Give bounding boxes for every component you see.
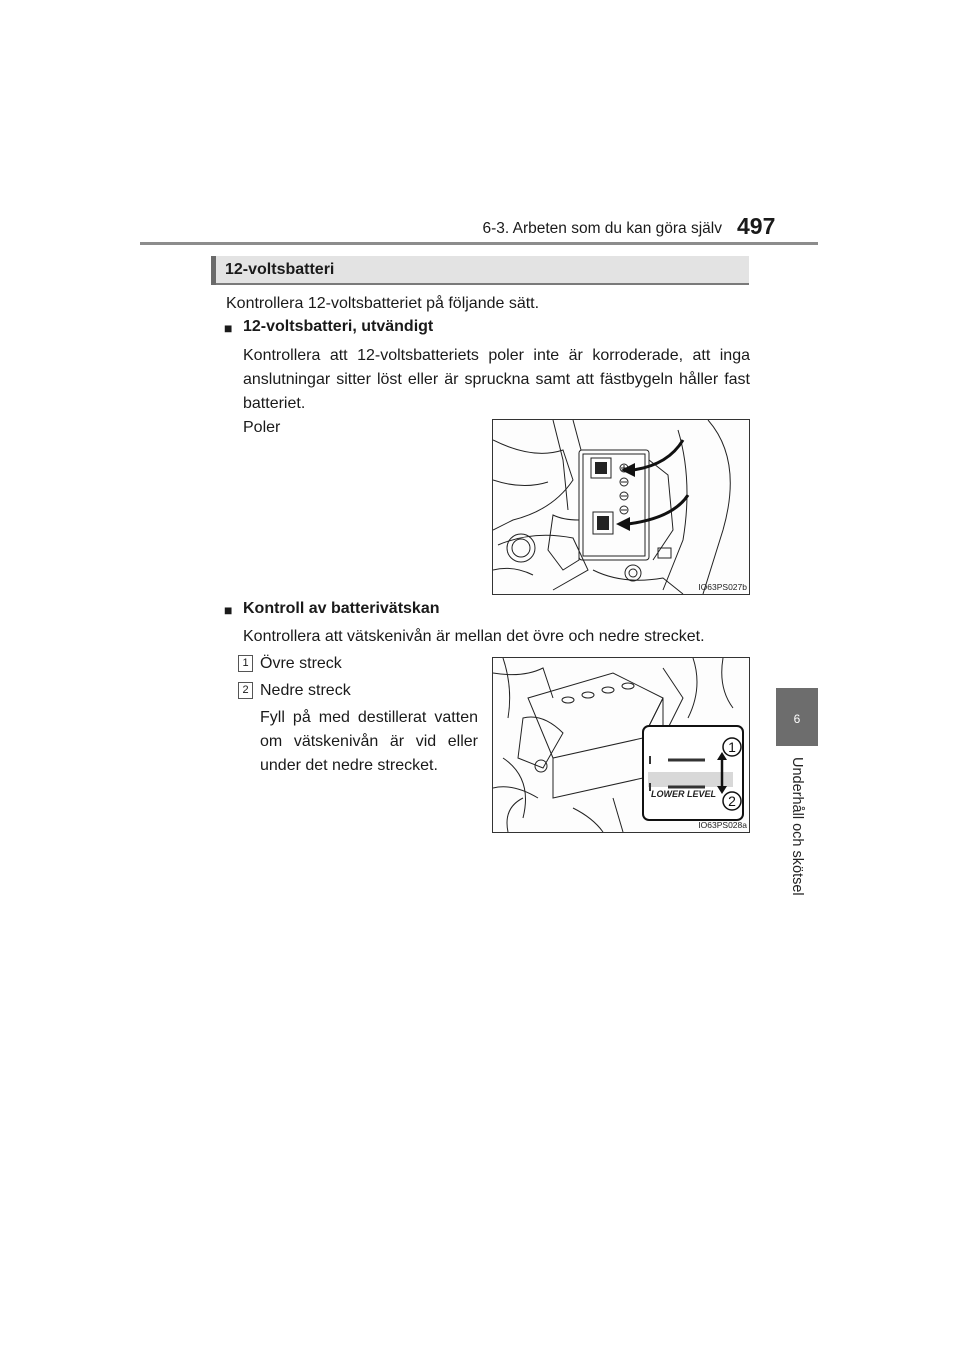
chapter-tab-number: 6 (793, 712, 801, 726)
terminals-callout: Poler (243, 419, 281, 436)
exterior-paragraph: Kontrollera att 12-voltsbatteriets poler inte är korroderade, att inga anslutningar sitter löst eller är spruckna samt att fästbygeln håller fast batteriet. (243, 347, 750, 412)
square-bullet-icon: ■ (224, 602, 233, 618)
section-title: 12-voltsbatteri (225, 261, 335, 278)
battery-terminals-figure (492, 419, 750, 595)
svg-text:1: 1 (728, 739, 736, 755)
fluid-paragraph: Kontrollera att vätskenivån är mellan det övre och nedre strecket. (243, 628, 705, 645)
chapter-tab-label: Underhåll och skötsel (789, 757, 805, 896)
upper-line-label: Övre streck (260, 655, 342, 672)
section-heading-accent (211, 256, 216, 285)
svg-text:2: 2 (728, 793, 736, 809)
battery-terminals-illustration (493, 420, 749, 594)
subheading-fluid: Kontroll av batterivätskan (243, 600, 440, 617)
battery-fluid-figure (492, 657, 750, 833)
square-bullet-icon: ■ (224, 320, 233, 336)
section-intro: Kontrollera 12-voltsbatteriet på följande sätt. (226, 295, 540, 312)
battery-fluid-illustration (493, 658, 749, 832)
callout-number-1: 1 (238, 655, 253, 672)
fluid-note: Fyll på med destillerat vatten om vätskenivån är vid eller under det nedre strecket. (260, 709, 478, 774)
callout-number-2: 2 (238, 682, 253, 699)
header-rule (140, 242, 818, 245)
figure-code: IO63PS027b (698, 582, 747, 592)
page-number: 497 (737, 213, 776, 239)
lower-line-label: Nedre streck (260, 682, 351, 699)
lower-level-label: LOWER LEVEL (651, 789, 716, 799)
subheading-exterior: 12-voltsbatteri, utvändigt (243, 318, 434, 335)
running-header-section: 6-3. Arbeten som du kan göra själv (482, 220, 722, 237)
figure-code: IO63PS028a (698, 820, 747, 830)
